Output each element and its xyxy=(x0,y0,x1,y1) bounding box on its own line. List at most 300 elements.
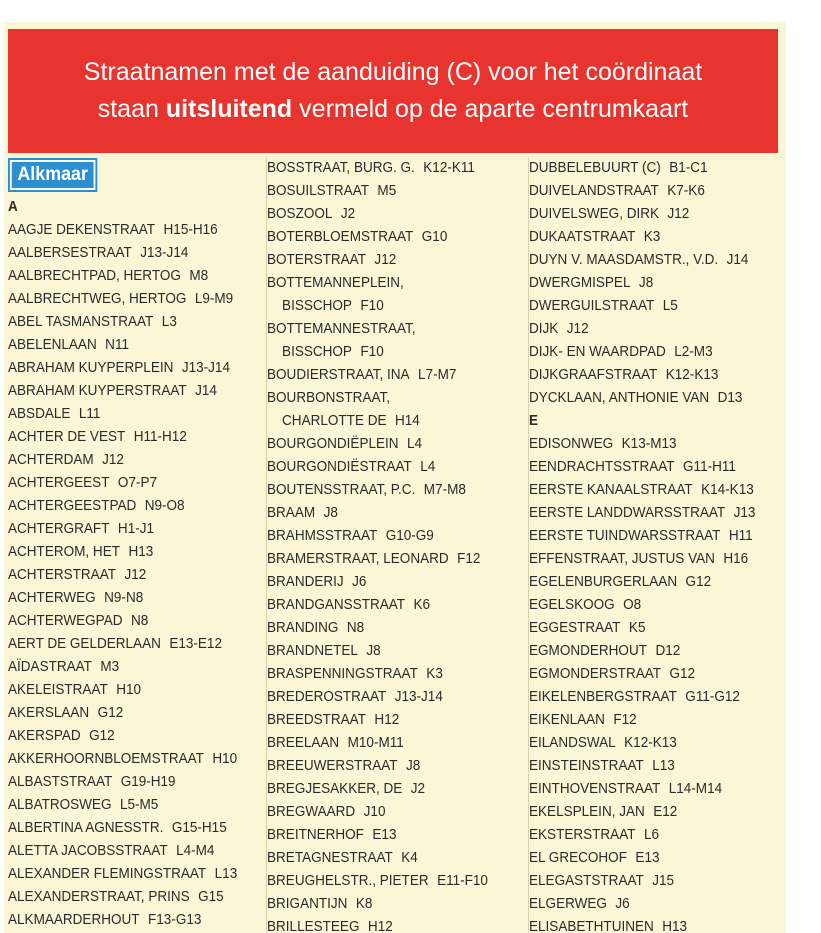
grid-coordinate: E13 xyxy=(635,850,660,866)
grid-coordinate: K12-K13 xyxy=(624,735,677,751)
grid-coordinate: F10 xyxy=(360,298,384,314)
street-name: DIJK xyxy=(529,321,559,337)
street-name: BRIGANTIJN xyxy=(267,896,348,912)
grid-coordinate: K3 xyxy=(426,666,443,682)
grid-coordinate: M10-M11 xyxy=(347,735,404,751)
street-name: ACHTER DE VEST xyxy=(8,429,126,445)
street-name: ACHTERGRAFT xyxy=(8,521,110,537)
grid-coordinate: J14 xyxy=(195,383,217,399)
street-entry xyxy=(267,594,530,617)
street-name: BREELAAN xyxy=(267,735,340,751)
street-name: BOURGONDIËSTRAAT xyxy=(267,459,412,475)
street-name: ELISABETHTUINEN xyxy=(529,919,654,933)
notice-line-2-post: vermeld op de aparte centrumkaart xyxy=(292,95,689,123)
street-name: BOSSTRAAT, BURG. G. xyxy=(267,160,415,176)
street-entry xyxy=(529,686,783,709)
grid-coordinate: L7-M7 xyxy=(418,367,457,383)
street-name: ELGERWEG xyxy=(529,896,607,912)
street-entry xyxy=(267,410,530,433)
grid-coordinate: N8 xyxy=(130,613,149,629)
street-name: BOTTEMANNEPLEIN, xyxy=(267,275,404,291)
street-entry xyxy=(8,748,262,771)
street-entry xyxy=(8,909,262,932)
street-entry xyxy=(8,449,262,472)
street-entry xyxy=(529,226,783,249)
street-entry xyxy=(529,364,783,387)
grid-coordinate: B1-C1 xyxy=(669,160,708,176)
grid-coordinate: N11 xyxy=(105,337,130,353)
street-name: BOUTENSSTRAAT, P.C. xyxy=(267,482,416,498)
grid-coordinate: L13 xyxy=(652,758,675,774)
street-entry xyxy=(267,571,530,594)
street-entry xyxy=(267,226,530,249)
street-entry xyxy=(8,472,262,495)
street-name: AKELEISTRAAT xyxy=(8,682,108,698)
street-entry xyxy=(267,893,530,916)
grid-coordinate: O7-P7 xyxy=(117,475,158,491)
grid-coordinate: H10 xyxy=(116,682,142,698)
street-name: AERT DE GELDERLAAN xyxy=(8,636,161,652)
street-entry xyxy=(267,525,530,548)
street-entry xyxy=(267,318,530,341)
street-name: ACHTERGEESTPAD xyxy=(8,498,137,514)
street-name: ABRAHAM KUYPERSTRAAT xyxy=(8,383,187,399)
grid-coordinate: G11-H11 xyxy=(683,459,736,475)
grid-coordinate: L14-M14 xyxy=(668,781,723,797)
grid-coordinate: L4-M4 xyxy=(176,843,215,859)
grid-coordinate: J8 xyxy=(323,505,338,521)
grid-coordinate: H11-H12 xyxy=(133,429,187,445)
street-entry xyxy=(8,541,262,564)
grid-coordinate: H13 xyxy=(662,919,688,933)
grid-coordinate: K5 xyxy=(628,620,646,636)
street-name: AALBRECHTWEG, HERTOG xyxy=(8,291,187,307)
grid-coordinate: J15 xyxy=(652,873,675,889)
grid-coordinate: H12 xyxy=(367,919,393,933)
street-entry xyxy=(8,702,262,725)
grid-coordinate: L13 xyxy=(214,866,238,882)
street-name: DUIVELSWEG, DIRK xyxy=(529,206,660,222)
street-entry xyxy=(267,778,530,801)
street-entry xyxy=(267,203,530,226)
street-name: EENDRACHTSSTRAAT xyxy=(529,459,675,475)
grid-coordinate: J13-J14 xyxy=(140,245,189,261)
grid-coordinate: K4 xyxy=(401,850,418,866)
street-entry xyxy=(529,732,783,755)
grid-coordinate: G10 xyxy=(421,229,448,245)
grid-coordinate: K14-K13 xyxy=(701,482,754,498)
grid-coordinate: F13-G13 xyxy=(148,912,202,928)
street-entry xyxy=(529,870,783,893)
street-entry xyxy=(529,272,783,295)
street-entry xyxy=(529,249,783,272)
street-entry xyxy=(267,801,530,824)
grid-coordinate: L5 xyxy=(662,298,678,314)
street-entry xyxy=(267,755,530,778)
grid-coordinate: L2-M3 xyxy=(674,344,713,360)
grid-coordinate: J12 xyxy=(566,321,589,337)
grid-coordinate: L11 xyxy=(78,406,101,422)
street-name: DIJKGRAAFSTRAAT xyxy=(529,367,658,383)
street-name: AKKERHOORNBLOEMSTRAAT xyxy=(8,751,204,767)
grid-coordinate: G10-G9 xyxy=(385,528,434,544)
grid-coordinate: G12 xyxy=(89,728,115,744)
grid-coordinate: N9-O8 xyxy=(144,498,185,514)
street-name: EKELSPLEIN, JAN xyxy=(529,804,645,820)
street-entry xyxy=(529,847,783,870)
grid-coordinate: L4 xyxy=(407,436,423,452)
street-name: BRANDGANSSTRAAT xyxy=(267,597,406,613)
street-name: BOSZOOL xyxy=(267,206,333,222)
grid-coordinate: K13-M13 xyxy=(621,436,677,452)
grid-coordinate: G12 xyxy=(685,574,712,590)
street-name: BISSCHOP xyxy=(282,298,352,314)
grid-coordinate: F12 xyxy=(457,551,481,567)
street-entry xyxy=(267,617,530,640)
grid-coordinate: G12 xyxy=(669,666,696,682)
street-entry xyxy=(529,203,783,226)
grid-coordinate: H13 xyxy=(128,544,154,560)
grid-coordinate: H10 xyxy=(212,751,238,767)
street-name: BRASPENNINGSTRAAT xyxy=(267,666,418,682)
street-name: BRAAM xyxy=(267,505,316,521)
street-column-2 xyxy=(267,157,530,933)
street-entry xyxy=(8,564,262,587)
street-entry xyxy=(8,311,262,334)
street-name: BOTERBLOEMSTRAAT xyxy=(267,229,414,245)
grid-coordinate: J14 xyxy=(726,252,749,268)
street-entry xyxy=(8,495,262,518)
street-entry xyxy=(267,709,530,732)
street-name: DWERGMISPEL xyxy=(529,275,631,291)
street-entry xyxy=(267,433,530,456)
street-name: EKSTERSTRAAT xyxy=(529,827,636,843)
street-entry xyxy=(529,318,783,341)
street-name: EGMONDERSTRAAT xyxy=(529,666,662,682)
street-entry xyxy=(529,479,783,502)
grid-coordinate: H14 xyxy=(394,413,420,429)
street-entry xyxy=(267,847,530,870)
street-name: EDISONWEG xyxy=(529,436,614,452)
street-name: BRILLESTEEG xyxy=(267,919,360,933)
street-entry xyxy=(8,518,262,541)
street-name: ABSDALE xyxy=(8,406,71,422)
street-entry xyxy=(267,916,530,933)
grid-coordinate: O8 xyxy=(623,597,642,613)
street-name: EGELSKOOG xyxy=(529,597,615,613)
street-name: AKERSPAD xyxy=(8,728,81,744)
street-name: ACHTERWEGPAD xyxy=(8,613,123,629)
grid-coordinate: N8 xyxy=(346,620,365,636)
street-name: ALEXANDER FLEMINGSTRAAT xyxy=(8,866,207,882)
grid-coordinate: J12 xyxy=(124,567,147,583)
street-name: DUYN V. MAASDAMSTR., V.D. xyxy=(529,252,719,268)
street-entry xyxy=(529,617,783,640)
grid-coordinate: J8 xyxy=(638,275,654,291)
notice-line-2 xyxy=(8,91,778,128)
grid-coordinate: L3 xyxy=(161,314,177,330)
street-entry xyxy=(8,403,262,426)
street-name: AAGJE DEKENSTRAAT xyxy=(8,222,156,238)
grid-coordinate: K8 xyxy=(355,896,373,912)
street-name: EINTHOVENSTRAAT xyxy=(529,781,661,797)
street-name: BRANDNETEL xyxy=(267,643,358,659)
grid-coordinate: F12 xyxy=(613,712,637,728)
street-entry xyxy=(529,295,783,318)
index-page xyxy=(4,22,786,933)
street-name: ACHTERDAM xyxy=(8,452,94,468)
street-name: AALBERSESTRAAT xyxy=(8,245,132,261)
street-entry xyxy=(529,824,783,847)
grid-coordinate: L6 xyxy=(643,827,659,843)
street-entry xyxy=(267,456,530,479)
street-name: EGGESTRAAT xyxy=(529,620,621,636)
street-entry xyxy=(8,288,262,311)
grid-coordinate: K7-K6 xyxy=(667,183,705,199)
street-name: EIKELENBERGSTRAAT xyxy=(529,689,677,705)
street-entry xyxy=(8,357,262,380)
street-entry xyxy=(529,525,783,548)
street-entry xyxy=(529,341,783,364)
street-entry xyxy=(267,157,530,180)
street-name: EFFENSTRAAT, JUSTUS VAN xyxy=(529,551,715,567)
street-name: DYCKLAAN, ANTHONIE VAN xyxy=(529,390,710,406)
street-entry xyxy=(8,725,262,748)
grid-coordinate: E12 xyxy=(653,804,678,820)
street-name: DUKAATSTRAAT xyxy=(529,229,636,245)
grid-coordinate: J2 xyxy=(410,781,426,797)
street-entry xyxy=(267,548,530,571)
notice-emphasis: uitsluitend xyxy=(165,95,293,123)
street-entry xyxy=(8,610,262,633)
street-name: BREUGHELSTR., PIETER xyxy=(267,873,429,889)
street-entry xyxy=(267,732,530,755)
street-name: ALETTA JACOBSSTRAAT xyxy=(8,843,168,859)
street-name: BREDEROSTRAAT xyxy=(267,689,387,705)
street-entry xyxy=(8,334,262,357)
grid-coordinate: E13-E12 xyxy=(169,636,222,652)
street-name: ABELENLAAN xyxy=(8,337,97,353)
grid-coordinate: M7-M8 xyxy=(423,482,466,498)
street-name: EL GRECOHOF xyxy=(529,850,627,866)
grid-coordinate: L5-M5 xyxy=(119,797,159,813)
grid-coordinate: J2 xyxy=(340,206,356,222)
street-name: ALBERTINA AGNESSTR. xyxy=(8,820,164,836)
street-entry xyxy=(8,380,262,403)
street-entry xyxy=(267,479,530,502)
street-name: BREITNERHOF xyxy=(267,827,364,843)
grid-coordinate: J12 xyxy=(374,252,397,268)
street-name: BOSUILSTRAAT xyxy=(267,183,369,199)
street-name: BREGWAARD xyxy=(267,804,356,820)
street-entry xyxy=(529,640,783,663)
street-name: BISSCHOP xyxy=(282,344,352,360)
grid-coordinate: M5 xyxy=(377,183,397,199)
grid-coordinate: J8 xyxy=(405,758,421,774)
grid-coordinate: K6 xyxy=(413,597,431,613)
street-entry xyxy=(8,840,262,863)
street-entry xyxy=(267,640,530,663)
street-name: ACHTEROM, HET xyxy=(8,544,120,560)
street-entry xyxy=(8,633,262,656)
street-entry xyxy=(8,886,262,909)
grid-coordinate: H16 xyxy=(723,551,749,567)
street-entry xyxy=(267,180,530,203)
street-name: EERSTE TUINDWARSSTRAAT xyxy=(529,528,721,544)
street-entry xyxy=(267,295,530,318)
grid-coordinate: N9-N8 xyxy=(104,590,144,606)
grid-coordinate: K12-K13 xyxy=(665,367,719,383)
grid-coordinate: J10 xyxy=(363,804,386,820)
street-name: ALEXANDERSTRAAT, PRINS xyxy=(8,889,190,905)
grid-coordinate: J13 xyxy=(733,505,756,521)
street-name: ALBATROSWEG xyxy=(8,797,112,813)
street-name: BREGJESAKKER, DE xyxy=(267,781,403,797)
street-name: BRAMERSTRAAT, LEONARD xyxy=(267,551,449,567)
street-entry xyxy=(8,656,262,679)
street-entry xyxy=(529,916,783,933)
street-name: AÏDASTRAAT xyxy=(8,659,92,675)
grid-coordinate: H12 xyxy=(374,712,400,728)
street-name: BOTERSTRAAT xyxy=(267,252,366,268)
grid-coordinate: G12 xyxy=(97,705,124,721)
grid-coordinate: J12 xyxy=(667,206,690,222)
street-entry xyxy=(8,265,262,288)
street-name: CHARLOTTE DE xyxy=(282,413,387,429)
street-entry xyxy=(8,863,262,886)
grid-coordinate: J6 xyxy=(615,896,630,912)
street-entry xyxy=(8,817,262,840)
grid-coordinate: J6 xyxy=(352,574,367,590)
section-letter: A xyxy=(8,199,18,215)
notice-line-1: Straatnamen met de aanduiding (C) voor het coördinaat xyxy=(83,58,703,86)
street-entry xyxy=(267,272,530,295)
grid-coordinate: L4 xyxy=(420,459,436,475)
street-entry xyxy=(529,157,783,180)
street-name: EERSTE KANAALSTRAAT xyxy=(529,482,693,498)
street-name: ALKMAARDERHOUT xyxy=(8,912,140,928)
street-name: AKERSLAAN xyxy=(8,705,90,721)
city-badge: Alkmaar xyxy=(10,160,96,190)
street-name: BRANDERIJ xyxy=(267,574,344,590)
grid-coordinate: J12 xyxy=(102,452,124,468)
street-name: ABRAHAM KUYPERPLEIN xyxy=(8,360,174,376)
street-entry xyxy=(267,663,530,686)
street-name: EINSTEINSTRAAT xyxy=(529,758,644,774)
street-entry xyxy=(529,801,783,824)
grid-coordinate: J8 xyxy=(366,643,381,659)
grid-coordinate: G15-H15 xyxy=(171,820,227,836)
grid-coordinate: M3 xyxy=(100,659,120,675)
street-name: BOTTEMANNESTRAAT, xyxy=(267,321,416,337)
street-entry xyxy=(267,686,530,709)
grid-coordinate: F10 xyxy=(360,344,384,360)
street-name: BRAHMSSTRAAT xyxy=(267,528,378,544)
street-entry xyxy=(529,180,783,203)
street-name: BOUDIERSTRAAT, INA xyxy=(267,367,410,383)
grid-coordinate: K12-K11 xyxy=(423,160,475,176)
grid-coordinate: J13-J14 xyxy=(394,689,443,705)
grid-coordinate: D12 xyxy=(655,643,681,659)
street-name: BOURBONSTRAAT, xyxy=(267,390,391,406)
street-name: DWERGUILSTRAAT xyxy=(529,298,655,314)
street-name: EILANDSWAL xyxy=(529,735,616,751)
street-entry xyxy=(267,502,530,525)
street-name: EGMONDERHOUT xyxy=(529,643,647,659)
street-entry xyxy=(529,502,783,525)
street-entry xyxy=(529,755,783,778)
grid-coordinate: G19-H19 xyxy=(120,774,176,790)
street-name: ELEGASTSTRAAT xyxy=(529,873,644,889)
street-entry xyxy=(267,870,530,893)
street-name: DIJK- EN WAARDPAD xyxy=(529,344,666,360)
street-name: ACHTERGEEST xyxy=(8,475,110,491)
street-name: ABEL TASMANSTRAAT xyxy=(8,314,154,330)
section-letter: E xyxy=(529,413,539,429)
street-name: EGELENBURGERLAAN xyxy=(529,574,678,590)
street-entry xyxy=(529,548,783,571)
grid-coordinate: G15 xyxy=(198,889,224,905)
grid-coordinate: E13 xyxy=(372,827,397,843)
street-name: ACHTERWEG xyxy=(8,590,96,606)
street-entry xyxy=(267,341,530,364)
street-name: BREEDSTRAAT xyxy=(267,712,366,728)
street-column-3 xyxy=(529,157,783,933)
street-entry xyxy=(8,794,262,817)
grid-coordinate: L9-M9 xyxy=(194,291,234,307)
grid-coordinate: H1-J1 xyxy=(117,521,155,537)
street-entry xyxy=(267,824,530,847)
street-name: ALBASTSTRAAT xyxy=(8,774,113,790)
street-entry xyxy=(529,778,783,801)
street-name: ACHTERSTRAAT xyxy=(8,567,116,583)
street-name: DUIVELANDSTRAAT xyxy=(529,183,659,199)
street-name: AALBRECHTPAD, HERTOG xyxy=(8,268,181,284)
grid-coordinate: E11-F10 xyxy=(437,873,488,889)
grid-coordinate: J13-J14 xyxy=(181,360,230,376)
street-entry xyxy=(8,242,262,265)
street-column-1 xyxy=(8,157,262,933)
street-entry xyxy=(529,456,783,479)
street-entry xyxy=(267,387,530,410)
grid-coordinate: H15-H16 xyxy=(163,222,218,238)
notice-line-2-pre: staan xyxy=(97,95,166,123)
street-name: BRETAGNESTRAAT xyxy=(267,850,393,866)
grid-coordinate: G11-G12 xyxy=(685,689,740,705)
street-entry xyxy=(267,364,530,387)
street-name: EIKENLAAN xyxy=(529,712,605,728)
street-name: DUBBELEBUURT (C) xyxy=(529,160,661,176)
grid-coordinate: D13 xyxy=(717,390,743,406)
grid-coordinate: K3 xyxy=(643,229,661,245)
street-entry xyxy=(8,426,262,449)
street-entry xyxy=(529,663,783,686)
street-entry xyxy=(529,709,783,732)
street-entry xyxy=(529,433,783,456)
street-entry xyxy=(529,893,783,916)
street-entry xyxy=(8,219,262,242)
notice-banner xyxy=(8,29,778,153)
street-entry xyxy=(529,387,783,410)
street-entry xyxy=(8,587,262,610)
street-entry xyxy=(267,249,530,272)
street-entry xyxy=(529,594,783,617)
street-name: BRANDING xyxy=(267,620,339,636)
street-name: BOURGONDIËPLEIN xyxy=(267,436,399,452)
grid-coordinate: M8 xyxy=(189,268,209,284)
street-entry xyxy=(8,771,262,794)
grid-coordinate: H11 xyxy=(728,528,753,544)
